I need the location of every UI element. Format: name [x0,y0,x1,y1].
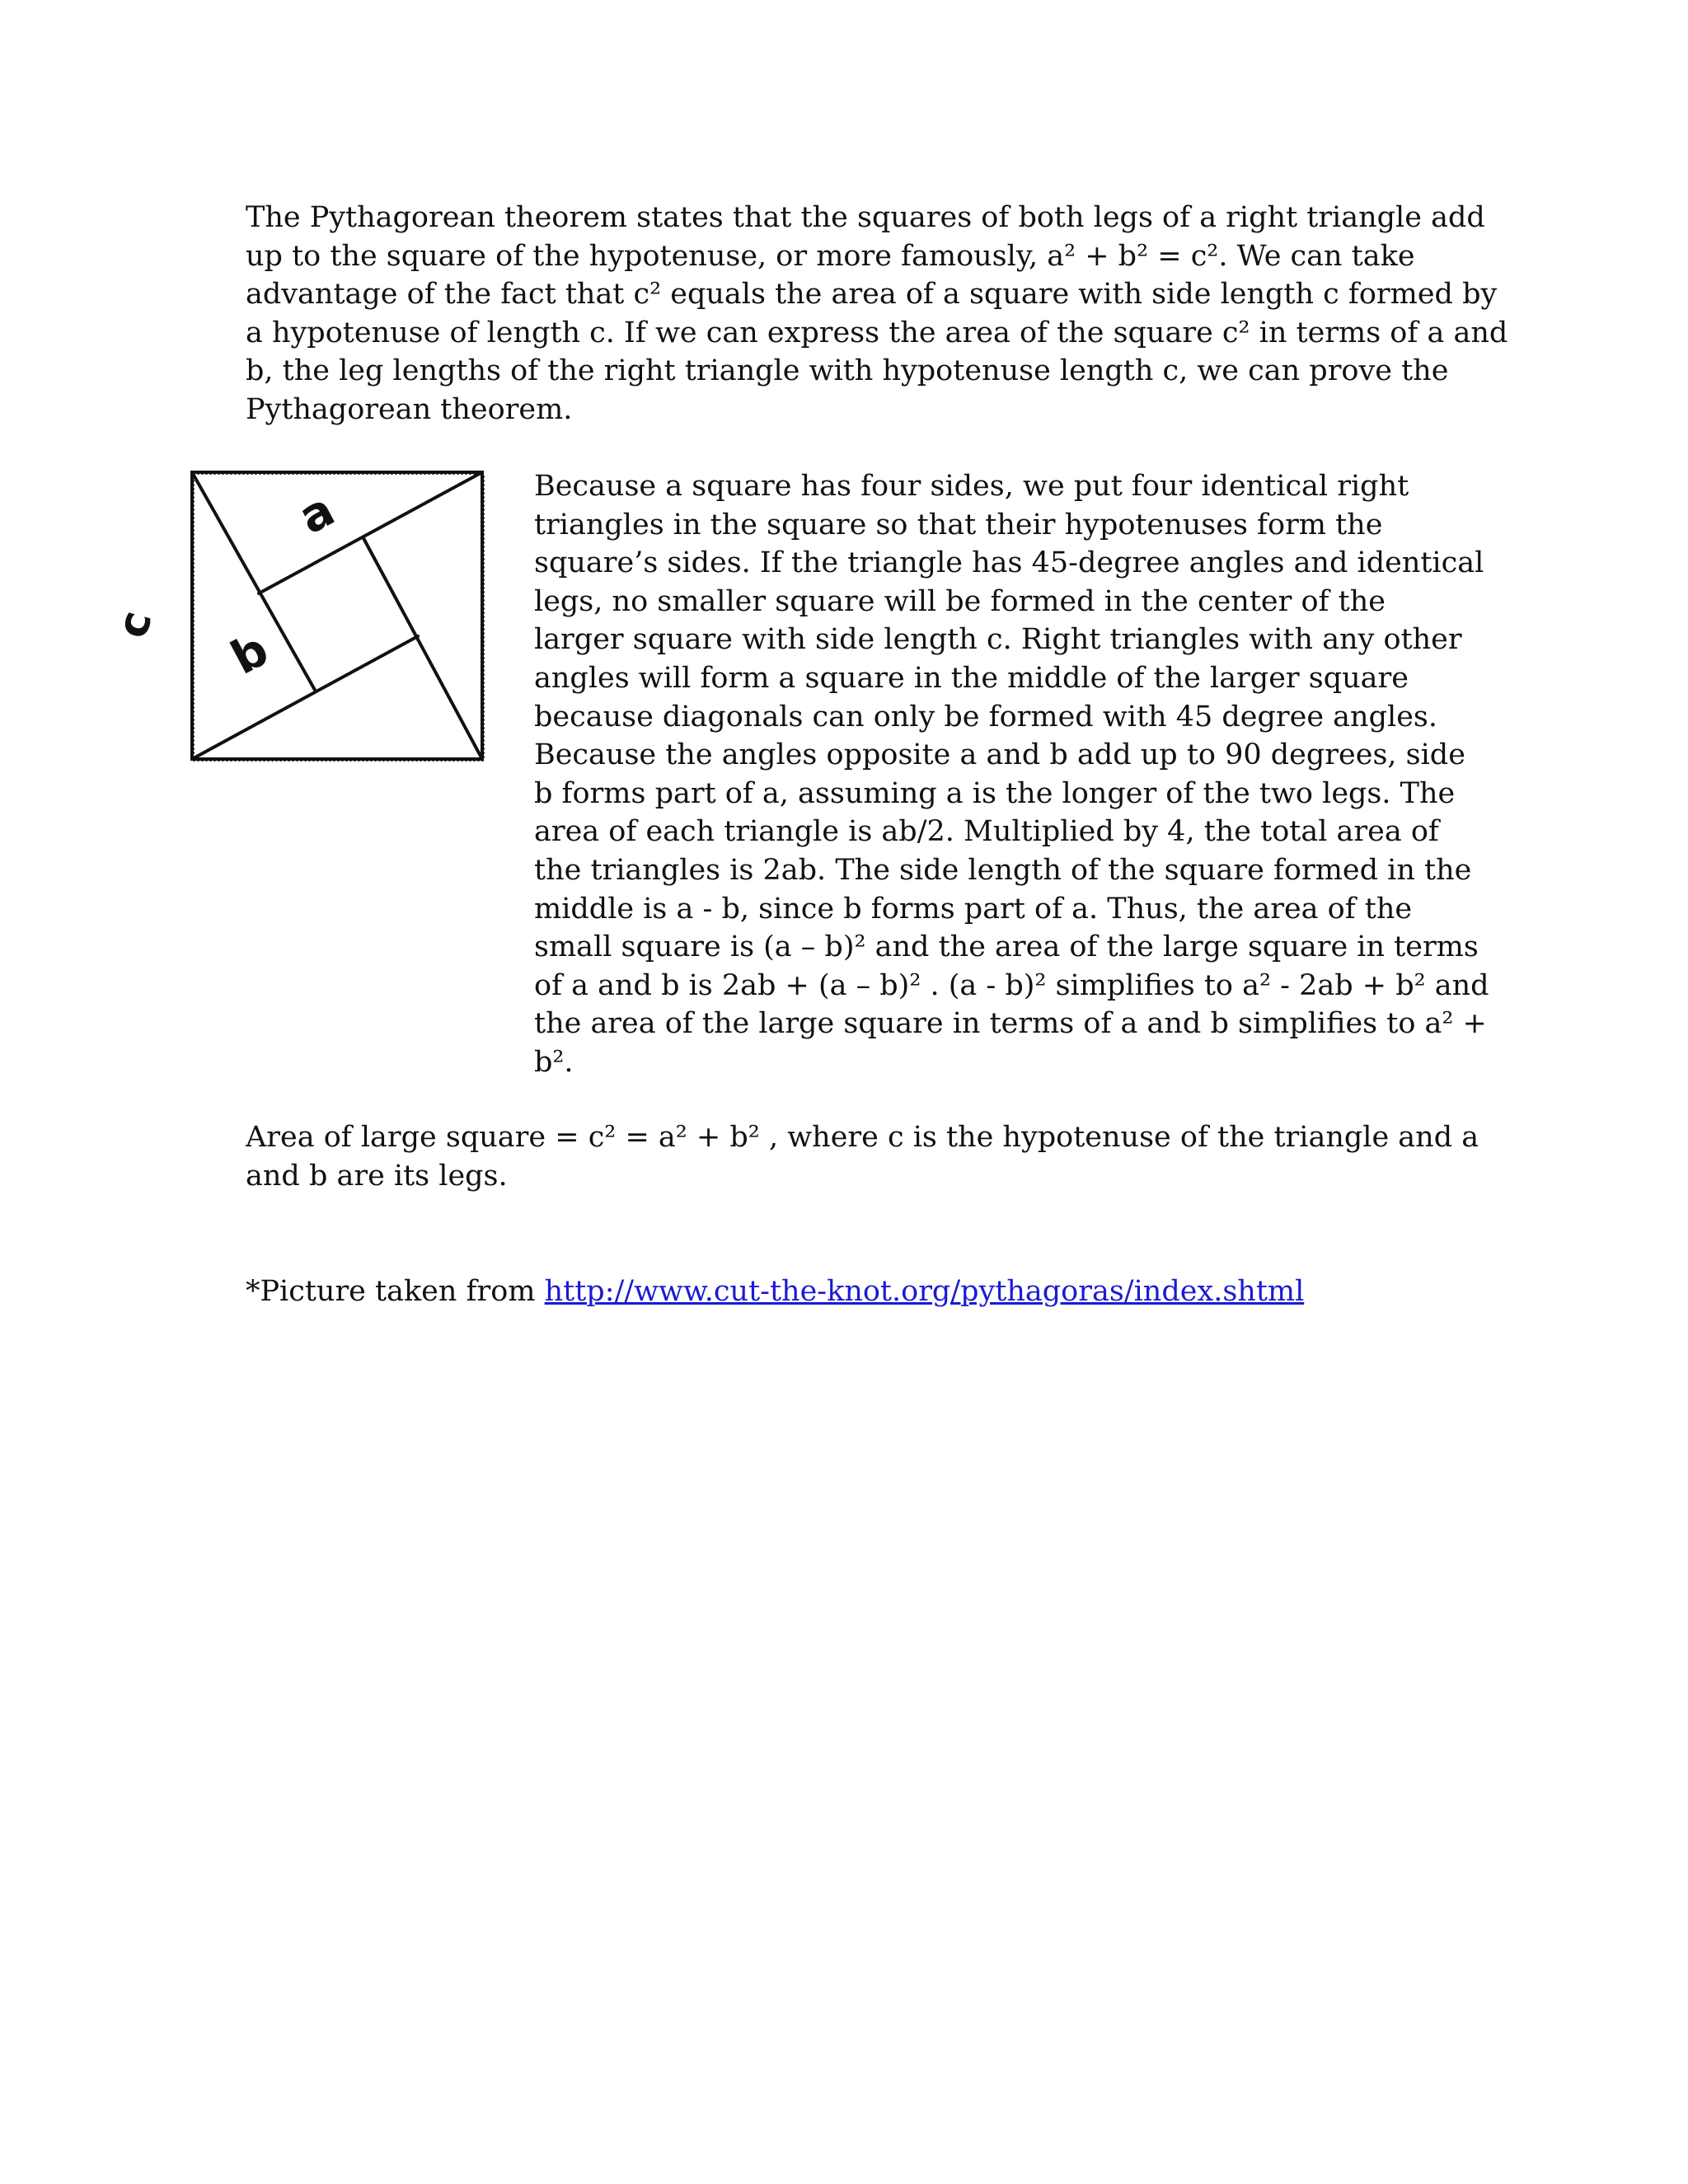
text-line: area of each triangle is ab/2. Multiplied by 4, the total area of [534,815,1439,849]
text-line: larger square with side length c. Right triangles with any other [534,623,1462,657]
text-line: b². [534,1045,574,1079]
text-line: the triangles is 2ab. The side length of the square formed in the [534,853,1472,887]
text-line: b forms part of a, assuming a is the longer of the two legs. The [534,776,1456,810]
text-line: and b are its legs. [246,1159,508,1193]
text-line: Area of large square = c² = a² + b² , where c is the hypotenuse of the triangle and a [246,1121,1479,1154]
text-line: Pythagorean theorem. [246,392,573,426]
outer-square [192,472,484,761]
label-b: b [223,622,278,686]
text-line: Because the angles opposite a and b add up to 90 degrees, side [534,738,1465,772]
triangle-lines [192,472,482,759]
text-line: up to the square of the hypotenuse, or more famously, a² + b² = c². We can take [246,239,1415,273]
text-line: advantage of the fact that c² equals the area of a square with side length c formed by [246,278,1498,312]
label-a: a [290,483,344,546]
credit-prefix: *Picture taken from [246,1275,545,1308]
text-line: of a and b is 2ab + (a – b)² . (a - b)² simplifies to a² - 2ab + b² and [534,968,1489,1002]
text-line: because diagonals can only be formed with 45 degree angles. [534,700,1437,733]
pythagorean-square-figure [107,453,503,775]
text-line: Because a square has four sides, we put four identical right [534,470,1409,503]
label-c: c [107,605,162,644]
text-line: b, the leg lengths of the right triangle with hypotenuse length c, we can prove the [246,354,1449,388]
text-line: square’s sides. If the triangle has 45-degree angles and identical [534,546,1484,580]
text-line: The Pythagorean theorem states that the squares of both legs of a right triangle add [246,201,1485,234]
intro-paragraph [246,199,1507,429]
text-line: small square is (a – b)² and the area of the large square in terms [534,930,1479,964]
text-line: a hypotenuse of length c. If we can express the area of the square c² in terms of a and [246,316,1508,349]
picture-credit [246,1272,1304,1311]
proof-paragraph [534,467,1489,1082]
text-line: angles will form a square in the middle of the larger square [534,661,1409,695]
source-link[interactable]: http://www.cut-the-knot.org/pythagoras/index.shtml [544,1275,1305,1308]
result-paragraph [246,1118,1479,1195]
text-line: middle is a - b, since b forms part of a. Thus, the area of the [534,892,1413,926]
text-line: triangles in the square so that their hypotenuses form the [534,508,1383,541]
text-line: legs, no smaller square will be formed in the center of the [534,584,1386,618]
text-line: the area of the large square in terms of a and b simplifies to a² + [534,1007,1487,1041]
